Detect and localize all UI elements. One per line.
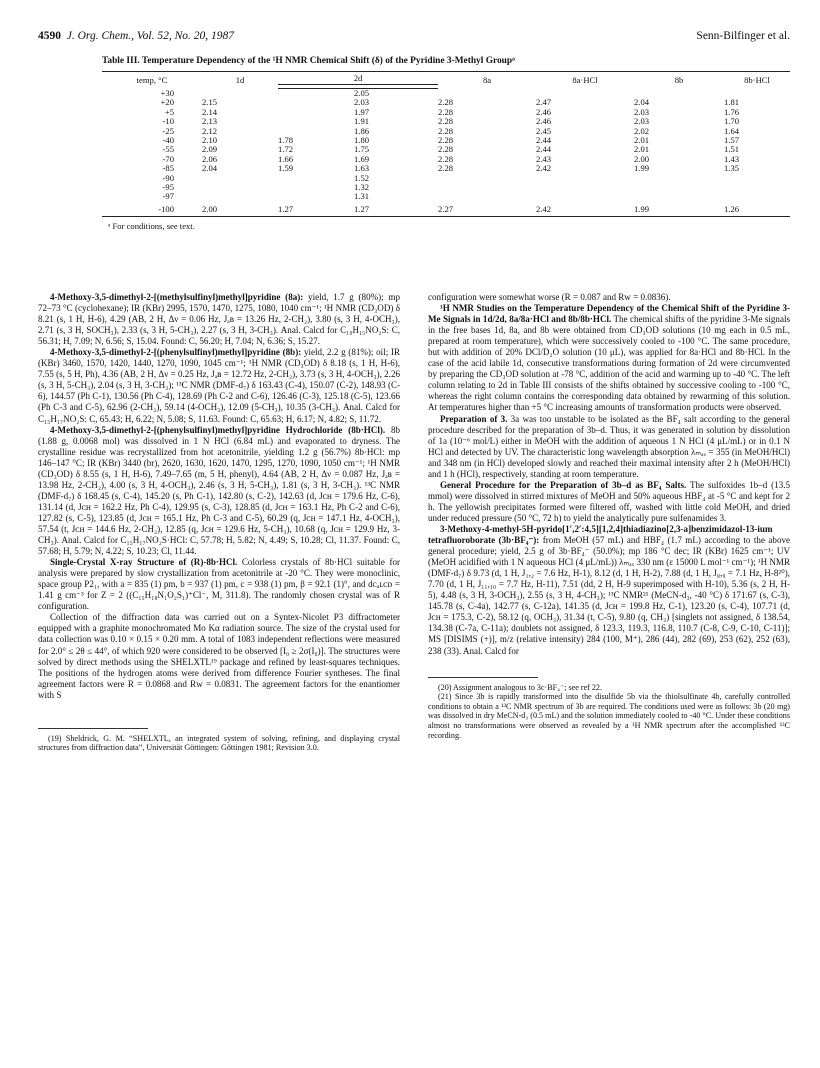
shift-cell: 2.05: [354, 88, 370, 98]
shift-cell: 2.42: [536, 202, 634, 217]
shift-cell: 2.28: [438, 163, 454, 174]
shift-cell: 1.52: [354, 172, 370, 183]
shift-cell: 2.42: [536, 163, 552, 174]
shift-cell: 1.69: [354, 153, 370, 164]
body-paragraph: [38, 612, 400, 700]
right-paragraphs: [428, 292, 790, 657]
shift-cell: 1.97: [354, 106, 370, 117]
paragraph-heading: General Procedure for the Preparation of 3b–d as BF₄ Salts.: [440, 479, 687, 490]
right-column: [428, 292, 790, 753]
shift-cell: 1.35: [724, 163, 740, 174]
column-header-8a: 8a: [438, 72, 536, 89]
column-header-2d: 2d: [278, 72, 438, 85]
body-paragraph: [38, 557, 400, 612]
nmr-shift-table: [102, 71, 790, 217]
shift-cell: [438, 174, 536, 183]
shift-cell: 2.44: [536, 144, 552, 155]
paragraph-text: yield, 1.7 g (80%); mp 72–73 °C (cyclohexane); IR (KBr) 2995, 1570, 1470, 1275, 1080, 1040 cm⁻¹; ¹H NMR (CD₃OD) δ 8.21 (s, 1 H, H-6), 4.29 (AB, 2 H, Δν = 0.06 Hz, Jₐʙ = 13.26 Hz, 2-CH₂), 3.80 (s, 3 H, 4-OCH₃), 2.71 (s, 3 H, SOCH₃), 2.33 (s, 3 H, 5-CH₃), 2.27 (s, 3 H, 3-CH₃). Anal. Calcd for C₁₀H₁₅NO₂S: C, 56.31; H, 7.09; N, 6.56; S, 15.04. Found: C, 56.20; H, 7.04; N, 6.36; S, 15.27.: [38, 292, 400, 347]
paragraph-heading: 4-Methoxy-3,5-dimethyl-2-[(phenylsulfinyl)methyl]pyridine (8b):: [50, 347, 302, 358]
running-head: [38, 30, 790, 46]
shift-cell: 1.70: [724, 116, 740, 127]
shift-cell: [724, 174, 790, 183]
shift-cell: [278, 183, 354, 192]
temp-cell: -10: [162, 116, 174, 127]
column-header-temp: temp, °C: [102, 72, 202, 89]
paragraph-text: configuration were somewhat worse (R = 0.087 and Rᴡ = 0.0836).: [428, 292, 671, 302]
temp-cell: -85: [162, 163, 174, 174]
shift-cell: 2.04: [202, 163, 218, 174]
table-row: [102, 174, 790, 183]
temp-cell: -70: [162, 153, 174, 164]
temp-cell: -95: [162, 182, 174, 193]
shift-cell: 2.44: [536, 135, 552, 146]
shift-cell: 1.66: [278, 153, 294, 164]
shift-cell: 1.91: [354, 116, 370, 127]
page-header-left: [38, 30, 234, 46]
body-paragraph: [428, 524, 790, 657]
footnote-text: (21) Since 3b is rapidly transformed into the disulfide 5b via the thiolsulfinate 4b, carefully controlled conditions to obtain a ¹³C NMR spectrum of 3b are required. The conditions used were as follows: 3b (20 mg) was dissolved in dry MeCN-d₃ (0.5 mL) and the solution immediately cooled to -40 °C. Under these conditions almost no transformations were observed as revealed by a ¹H NMR spectrum after the accomplished ¹³C recording.: [428, 692, 790, 740]
shift-cell: [536, 192, 634, 201]
journal-page: [38, 30, 790, 1040]
shift-cell: 1.27: [278, 202, 354, 217]
shift-cell: 1.75: [354, 144, 370, 155]
shift-cell: [438, 192, 536, 201]
shift-cell: 2.00: [202, 202, 278, 217]
body-paragraph: [428, 292, 790, 303]
shift-cell: 1.63: [354, 163, 370, 174]
temp-cell: -90: [162, 172, 174, 183]
footnotes-20-21: [428, 683, 790, 741]
shift-cell: 1.31: [354, 191, 370, 202]
shift-cell: 2.14: [202, 106, 218, 117]
column-header-1d: 1d: [202, 72, 278, 89]
shift-cell: 2.00: [634, 153, 650, 164]
body-paragraph: [38, 347, 400, 424]
shift-cell: [634, 174, 724, 183]
shift-cell: 1.32: [354, 182, 370, 193]
footnote-text: (20) Assignment analogous to 3c·BF₄⁻; see ref 22.: [438, 682, 602, 692]
table-row: [102, 192, 790, 201]
shift-cell: [202, 174, 278, 183]
shift-cell: 1.81: [724, 97, 740, 108]
shift-cell: [278, 89, 354, 99]
temp-cell: -97: [162, 191, 174, 202]
paragraph-text: yield, 2.2 g (81%); oil; IR (KBr) 3460, 1570, 1420, 1440, 1270, 1090, 1045 cm⁻¹; ¹H NMR (CD₃OD) δ 8.18 (s, 1 H, H-6), 7.55 (s, 5 H, Ph), 4.36 (AB, 2 H, Δν = 0.25 Hz, Jₐʙ = 12.72 Hz, 2-CH₂), 3.73 (s, 3 H, 4-OCH₃), 2.26 (s, 3 H, 5-CH₃), 2.04 (s, 3 H, 3-CH₃); ¹³C NMR (DMF-d₇) δ 163.43 (C-4), 150.07 (C-2), 148.93 (C-6), 144.57 (Ph C-1), 130.56 (Ph C-4), 128.69 (Ph C-2 and C-6), 126.46 (C-3), 125.18 (C-5), 123.66 (Ph C-3 and C-5), 62.96 (2-CH₂), 59.14 (4-OCH₃), 12.09 (5-CH₃), 10.35 (3-CH₃). Anal. Calcd for C₁₅H₁₇NO₂S: C, 65.43; H, 6.22; N, 5.08; S, 11.63. Found: C, 65.63; H, 6.17; N, 4.82; S, 11.72.: [38, 347, 400, 424]
footnote-rule: [38, 728, 148, 729]
shift-cell: 2.47: [536, 97, 552, 108]
shift-cell: 2.10: [202, 135, 218, 146]
left-column: [38, 292, 400, 753]
shift-cell: 2.43: [536, 153, 552, 164]
footnote-text: (19) Sheldrick, G. M. “SHELXTL, an integrated system of solving, refining, and displaying crystal structures from diffraction data”, Universität Göttingen: Göttingen 1981; Revision 3.0.: [38, 733, 400, 753]
temp-cell: +30: [160, 87, 174, 98]
shift-cell: [278, 108, 354, 117]
shift-cell: 1.72: [278, 144, 294, 155]
shift-cell: 2.46: [536, 116, 552, 127]
shift-cell: 2.12: [202, 125, 218, 136]
page-number: 4590: [38, 30, 61, 42]
shift-cell: 2.28: [438, 153, 454, 164]
shift-cell: 2.13: [202, 116, 218, 127]
temp-cell: -55: [162, 144, 174, 155]
paragraph-text: Colorless crystals of 8b·HCl suitable for analysis were prepared by slow crystallization from acetonitrile at -20 °C. They were monoclinic, space group P2₁, with a = 835 (1) pm, b = 937 (1) pm, c = 938 (1) pm, β = 92.1 (1)°, and dᴄₐʟᴄᴅ = 1.41 g cm⁻³ for Z = 2 ((C₁₅H₁₈N₁O₂S₁)⁺Cl⁻, M, 311.8). The randomly chosen crystal was of R configuration.: [38, 557, 401, 612]
footnote-19: [38, 734, 400, 753]
shift-cell: 2.28: [438, 116, 454, 127]
shift-cell: 1.86: [354, 125, 370, 136]
shift-cell: 2.06: [202, 153, 218, 164]
shift-cell: [278, 117, 354, 126]
table-row: [102, 202, 790, 217]
shift-cell: [278, 98, 354, 107]
shift-cell: 2.45: [536, 125, 552, 136]
shift-cell: [536, 183, 634, 192]
paragraph-heading: 3-Methoxy-4-methyl-5H-pyrido[1′,2′:4,5][1,2,4]thiadiazino[2,3-a]benzimidazol-13-ium tetrafluoroborate (3b·BF₄⁻):: [428, 523, 773, 546]
temp-cell: -40: [162, 135, 174, 146]
shift-cell: 1.59: [278, 163, 294, 174]
paragraph-text: from MeOH (57 mL) and HBF₄ (1.7 mL) according to the above general procedure; yield, 2.5 g of 3b·BF₄⁻ (50.0%); mp 186 °C dec; IR (KBr) 1625 cm⁻¹; UV (MeOH acidified with 1 N aqueous HCl (4 μL/mL)) λₘₐₓ 330 nm (ε 15000 L mol⁻¹ cm⁻¹); ¹H NMR (DMF-d₇) δ 9.73 (d, 1 H, J₁,₂ = 7.6 Hz, H-1), 8.12 (d, 1 H, H-2), 7.88 (d, 1 H, J₈,₉ = 7.1 Hz, H-8²⁰), 7.70 (d, 1 H, J₁₁,₁₀ = 7.7 Hz, H-11), 7.51 (dd, 2 H, H-9 superimposed with H-10), 5.36 (s, 2 H, H-5), 4.48 (s, 3 H, 3-OCH₃), 2.55 (s, 3 H, 4-CH₃); ¹³C NMR²¹ (MeCN-d₃, -40 °C) δ 171.67 (s, C-3), 145.78 (s, C-4a), 142.77 (s, C-12a), 141.35 (d, Jᴄʜ = 199.8 Hz, C-1), 123.20 (s, C-4), 107.71 (d, Jᴄʜ = 175.3, C-2), 58.12 (q, OCH₃), 31.34 (t, C-5), 9.80 (q, CH₃) [singlets not assigned, δ 138.54, 134.38 (C-7a, C-11a); doublets not assigned, δ 123.3, 119.3, 116.8, 110.7 (C-8, C-9, C-10, C-11)]; MS [DISIMS (+)], m/z (relative intensity) 284 (100, M⁺), 286 (44), 282 (69), 253 (62), 252 (63), 238 (33). Anal. Calcd for: [428, 535, 791, 656]
paragraph-text: 3a was too unstable to be isolated as the BF₄ salt according to the general procedure described for the preparation of 3b–d. Thus, it was generated in solution by dissolution of 1a (10⁻⁶ mol/L) either in MeOH with the addition of aqueous 1 N HCl (4 μL/mL) or in 0.1 N HCl and detected by UV. The characteristic long wavelength absorption λₘₐₓ = 355 (in MeOH/HCl) and 348 nm (in HCl) developed slowly and reached their maximal intensity after 2 h (MeOH/HCl) and 1 h (HCl), respectively, standing at room temperature.: [428, 413, 790, 479]
body-paragraph: [428, 303, 790, 413]
temp-cell: +5: [164, 106, 174, 117]
paragraph-text: 8b (1.88 g, 0.0068 mol) was dissolved in 1 N HCl (6.84 mL) and evaporated to dryness. The crystalline residue was recrystallized from hot acetonitrile, yielding 1.2 g (56.7%) 8b·HCl: mp 146–147 °C; IR (KBr) 3440 (br), 2620, 1630, 1620, 1470, 1295, 1270, 1090, 1050 cm⁻¹; ¹H NMR (CD₃OD) δ 8.55 (s, 1 H, H-6), 7.49–7.65 (m, 5 H, phenyl), 4.64 (AB, 2 H, Δν = 0.087 Hz, Jₐʙ = 13.98 Hz, 2-CH₂), 4.00 (s, 3 H, 4-OCH₃), 2.46 (s, 3 H, 5-CH₃), 1.81 (s, 3 H, 3-CH₃). ¹³C NMR (DMF-d₇) δ 168.45 (s, C-4), 145.20 (s, Ph C-1), 142.80 (s, C-2), 142.63 (d, Jᴄʜ = 179.6 Hz, C-6), 131.14 (d, Jᴄʜ = 162.2 Hz, Ph C-4), 129.95 (s, C-3), 128.85 (d, Jᴄʜ = 163.1 Hz, Ph C-2 and C-6), 127.82 (s, C-5), 123.85 (d, Jᴄʜ = 165.1 Hz, Ph C-3 and C-5), 60.29 (q, Jᴄʜ = 147.1 Hz, 4-OCH₃), 57.54 (t, Jᴄʜ = 144.6 Hz, 2-CH₂), 12.85 (q, Jᴄʜ = 129.6 Hz, 5-CH₃), 10.68 (q, Jᴄʜ = 129.9 Hz, 3-CH₃). Anal. Calcd for C₁₅H₁₇NO₂S·HCl: C, 57.78; H, 5.82; N, 4.49; S, 10.28; Cl, 11.37. Found: C, 57.68; H, 5.79; N, 4.22; S, 10.23; Cl, 11.44.: [38, 424, 401, 557]
shift-cell: 1.51: [724, 144, 740, 155]
paragraph-text: The sulfoxides 1b–d (13.5 mmol) were dissolved in stirred mixtures of MeOH and 50% aqueous HBF₄ at -5 °C and kept for 2 h. The yellowish precipitates formed were filtered off, washed with little cold MeOH, and dried under reduced pressure (50 °C, 72 h) to yield the analytically pure sulfenamides 3.: [428, 479, 791, 523]
shift-cell: 2.09: [202, 144, 218, 155]
shift-cell: 2.46: [536, 106, 552, 117]
shift-cell: [724, 183, 790, 192]
shift-cell: 2.02: [634, 125, 650, 136]
shift-cell: 1.27: [354, 202, 438, 217]
paragraph-heading: ¹H NMR Studies on the Temperature Dependency of the Chemical Shift of the Pyridine 3-Me Signals in 1d/2d, 8a/8a·HCl and 8b/8b·HCl.: [428, 303, 790, 325]
body-paragraph: [38, 292, 400, 347]
author-running-head: Senn-Bilfinger et al.: [696, 30, 790, 42]
shift-cell: 2.27: [438, 202, 536, 217]
shift-cell: [278, 192, 354, 201]
shift-cell: [202, 183, 278, 192]
shift-cell: 1.57: [724, 135, 740, 146]
column-header-8a-hcl: 8a·HCl: [536, 72, 634, 89]
shift-cell: [278, 174, 354, 183]
shift-cell: 1.80: [354, 135, 370, 146]
shift-cell: 2.03: [634, 106, 650, 117]
shift-cell: 2.28: [438, 97, 454, 108]
paragraph-text: Collection of the diffraction data was carried out on a Syntex-Nicolet P3 diffractometer equipped with a graphite monochromated Mo Kα radiation source. The size of the crystal used for data collection was 0.10 × 0.15 × 0.20 mm. A total of 1083 independent reflections were measured for 2.0° ≤ 2θ ≤ 44°, of which 920 were considered to be observed [I₀ ≥ 2σ(I₀)]. The structures were solved by direct methods using the SHELXTL¹⁹ package and refined by least-squares techniques. The positions of the hydrogen atoms were derived from difference Fourier syntheses. The final agreement factors were R = 0.0868 and Rᴡ = 0.0831. The agreement factors for the enantiomer with S: [38, 612, 400, 700]
paragraph-heading: 4-Methoxy-3,5-dimethyl-2-[(methylsulfinyl)methyl]pyridine (8a):: [50, 292, 304, 302]
paragraph-heading: 4-Methoxy-3,5-dimethyl-2-[(phenylsulfinyl)methyl]pyridine Hydrochloride (8b·HCl).: [50, 424, 386, 435]
shift-cell: [724, 192, 790, 201]
shift-cell: 2.03: [354, 97, 370, 108]
shift-cell: 1.78: [278, 135, 294, 146]
table-row: [102, 183, 790, 192]
shift-cell: [634, 192, 724, 201]
column-header-8b: 8b: [634, 72, 724, 89]
footnote-rule: [428, 677, 538, 678]
temp-cell: +20: [160, 97, 174, 108]
table-body: [102, 89, 790, 217]
paragraph-heading: Preparation of 3.: [440, 413, 508, 424]
journal-citation: J. Org. Chem., Vol. 52, No. 20, 1987: [66, 30, 235, 42]
shift-cell: 1.26: [724, 202, 790, 217]
shift-cell: 2.03: [634, 116, 650, 127]
paragraph-heading: Single-Crystal X-ray Structure of (R)-8b·HCl.: [50, 557, 238, 568]
shift-cell: 2.04: [634, 97, 650, 108]
shift-cell: 1.43: [724, 153, 740, 164]
body-paragraph: [428, 414, 790, 480]
shift-cell: 1.76: [724, 106, 740, 117]
shift-cell: [634, 183, 724, 192]
temp-cell: -100: [102, 202, 202, 217]
shift-cell: 2.28: [438, 125, 454, 136]
table-row: [102, 164, 790, 173]
shift-cell: 2.28: [438, 106, 454, 117]
table-caption: Table III. Temperature Dependency of the ¹H NMR Chemical Shift (δ) of the Pyridine 3-Methyl Groupᵃ: [102, 56, 515, 66]
shift-cell: [438, 183, 536, 192]
shift-cell: 2.28: [438, 144, 454, 155]
shift-cell: 2.28: [438, 135, 454, 146]
body-paragraph: [38, 425, 400, 558]
two-column-body: [38, 292, 790, 753]
paragraph-text: The chemical shifts of the pyridine 3-Me signals in the free bases 1d, 8a, and 8b were obtained from CD₃OD solutions (10 mg each in 0.5 mL, prepared at room temperature), which were successively cooled to -100 °C. The same procedure, but with addition of 20% DCl/D₂O solution (10 μL), was applied for 8a·HCl and 8b·HCl. In the case of the acid labile 1d, consecutive transformations during formation of 2d were circumvented by preparing the CD₃OD solution at -78 °C, addition of the acid and warming up to -40 °C. The left column relating to 2d in Table III consists of the shifts obtained by successive cooling to -100 °C, whereas the right column contains the corresponding data obtained by rewarming of this solution. At temperatures higher than +5 °C increasing amounts of transformation products were observed.: [428, 314, 790, 413]
shift-cell: 2.15: [202, 97, 218, 108]
temp-cell: -25: [162, 125, 174, 136]
column-header-8b-hcl: 8b·HCl: [724, 72, 790, 89]
left-paragraphs: [38, 292, 400, 701]
shift-cell: 1.99: [634, 202, 724, 217]
shift-cell: 1.99: [634, 163, 650, 174]
shift-cell: 2.01: [634, 144, 650, 155]
body-paragraph: [428, 480, 790, 524]
shift-cell: 2.01: [634, 135, 650, 146]
shift-cell: [536, 174, 634, 183]
table-footnote: ᵃ For conditions, see text.: [108, 221, 195, 232]
shift-cell: 1.64: [724, 125, 740, 136]
shift-cell: [202, 192, 278, 201]
